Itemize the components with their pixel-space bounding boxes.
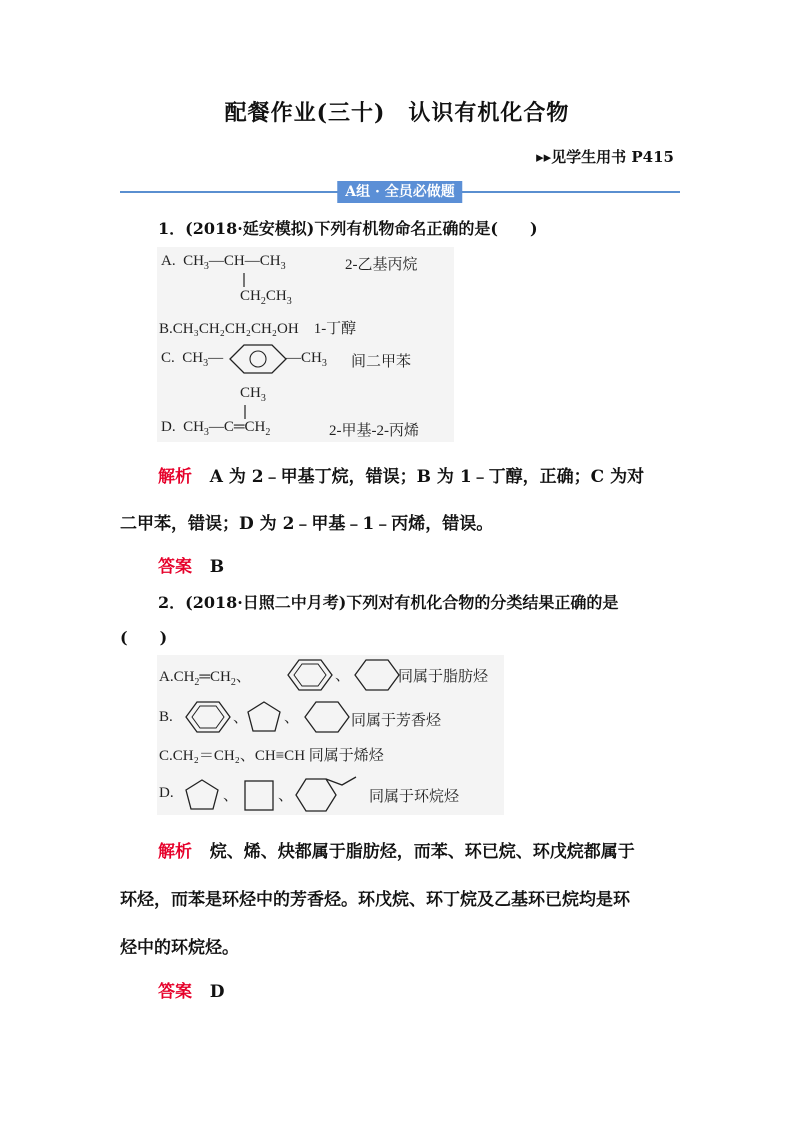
- q1-option-a-branch: $CH_2CH_3$: [240, 288, 292, 307]
- q1-analysis-label: 解析: [158, 467, 192, 487]
- q2-stem-line-2: ( ): [120, 628, 168, 647]
- q1-option-a-formula: A. $CH_3—CH—CH_3$: [161, 253, 286, 272]
- svg-text:、: 、: [278, 786, 294, 804]
- q2-analysis-label: 解析: [158, 842, 192, 862]
- q2-analysis-line-2: 环烃，而苯是环烃中的芳香烃。环戊烷、环丁烷及乙基环已烷均是环: [120, 890, 630, 910]
- page-title: 配餐作业(三十) 认识有机化合物: [224, 100, 570, 126]
- cyclobutane-icon: [245, 781, 273, 810]
- q1-option-d-name: 2-甲基-2-丙烯: [329, 423, 419, 439]
- q2-analysis-text-1: 烷、烯、炔都属于脂肪烃，而苯、环已烷、环戊烷都属于: [209, 842, 635, 862]
- q2-answer-value: D: [209, 982, 225, 1002]
- q1-option-d-bond: [157, 247, 454, 442]
- q2-option-a-name: 同属于脂肪烃: [398, 669, 489, 685]
- q1-analysis-line-1: [158, 462, 644, 487]
- q1-option-d-formula: D. $CH_3—C═CH_2$: [161, 419, 271, 438]
- book-reference: ▸▸见学生用书 P415: [536, 148, 674, 166]
- group-banner: [120, 181, 680, 203]
- q1-stem: 1．(2018·延安模拟)下列有机物命名正确的是( ): [158, 219, 538, 238]
- q1-answer-label: 答案: [158, 557, 192, 577]
- q1-option-d-branch: $CH_3$: [240, 385, 266, 404]
- svg-text:、: 、: [284, 708, 300, 726]
- q2-option-c: C.CH₂＝CH₂、CH≡CH 同属于烯烃: [159, 748, 384, 764]
- q1-option-b: B.CH₃CH₂CH₂CH₂OH 1-丁醇: [159, 321, 357, 337]
- q2-option-b-label: B.: [159, 709, 173, 725]
- q1-analysis-line-2: 二甲苯，错误；D 为 2﹣甲基﹣1﹣丙烯，错误。: [120, 514, 494, 534]
- svg-text:、: 、: [223, 786, 239, 804]
- q1-option-c-left: C. $CH_3—$: [161, 350, 224, 369]
- q1-option-a-name: 2-乙基丙烷: [345, 257, 418, 273]
- q2-option-b-name: 同属于芳香烃: [351, 713, 442, 729]
- q1-option-c-name: 间二甲苯: [351, 354, 412, 370]
- q2-analysis-line-1: [158, 837, 635, 862]
- q2-option-d-label: D.: [159, 785, 174, 801]
- q2-option-d-name: 同属于环烷烃: [369, 789, 460, 805]
- q1-answer: [158, 552, 224, 577]
- svg-text:、: 、: [335, 666, 351, 684]
- q2-answer: [158, 977, 225, 1002]
- q1-option-c-right: $—CH_3$: [286, 350, 327, 369]
- group-label: A组 · 全员必做题: [337, 181, 462, 203]
- q2-answer-label: 答案: [158, 982, 192, 1002]
- q1-answer-value: B: [209, 557, 225, 577]
- q1-analysis-text-1: A 为 2﹣甲基丁烷，错误；B 为 1﹣丁醇，正确；C 为对: [209, 467, 645, 487]
- ethylcyclohexane-icon: [296, 777, 356, 811]
- svg-text:、: 、: [233, 708, 249, 726]
- q1-figure: [157, 247, 454, 442]
- q2-stem-line-1: 2．(2018·日照二中月考)下列对有机化合物的分类结果正确的是: [158, 593, 619, 612]
- q2-option-a-formula: $A.CH_2═CH_2$、: [159, 669, 251, 688]
- q2-figure: [157, 655, 504, 815]
- cyclopentane-icon: [186, 780, 218, 809]
- q2-analysis-line-3: 烃中的环烷烃。: [120, 938, 239, 958]
